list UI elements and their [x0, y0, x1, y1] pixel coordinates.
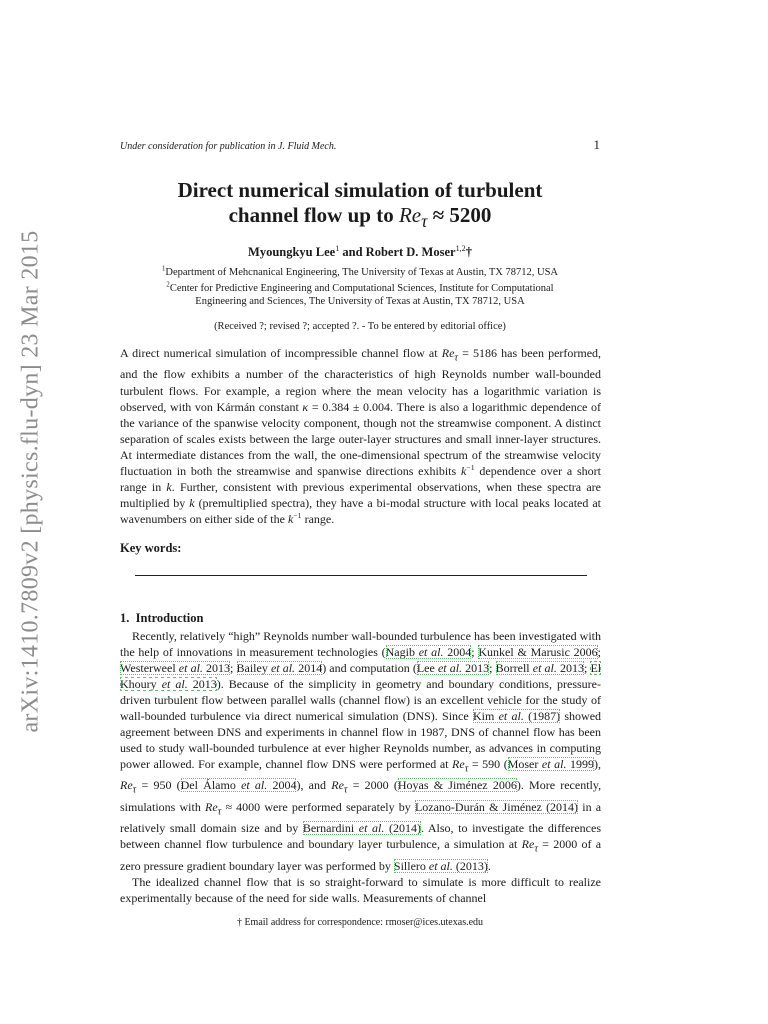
section-heading	[120, 611, 203, 626]
title-line-1: Direct numerical simulation of turbulent	[177, 178, 543, 202]
citation-bailey[interactable]: Bailey et al. 2014	[236, 661, 323, 675]
paper-title	[120, 178, 600, 234]
citation-borrell[interactable]: Borrell et al. 2013	[495, 661, 584, 675]
intro-paragraph-1: Recently, relatively “high” Reynolds number wall-bounded turbulence has been investigated with the help of innovations in measurement technologies (Nagib et al. 2004; Kunkel & Marusic 2006; Westerweel et al. 2013; Bailey et al. 2014) and computation (Lee et al. 2013; Borrell et al. 2013; El Khoury et al. 2013). Because of the simplicity in geometry and boundary conditions, pressure-driven turbulent flow between parallel walls (channel flow) is an excellent vehicle for the study of wall-bounded turbulence via direct numerical simulation (DNS). Since Kim et al. (1987) showed agreement between DNS and experiments in channel flow in 1987, DNS of channel flow has been used to study wall-bounded turbulence at ever higher Reynolds number, as advances in computing power allowed. For example, channel flow DNS were performed at $Re_\tau = 590$ (Moser et al. 1999), $Re_\tau = 950$ (Del Álamo et al. 2004), and $Re_\tau = 2000$ (Hoyas & Jiménez 2006). More recently, simulations with $Re_\tau \approx 4000$ were performed separately by Lozano-Durán & Jiménez (2014) in a relatively small domain size and by Bernardini et al. (2014). Also, to investigate the differences between channel flow turbulence and boundary layer turbulence, a simulation at $Re_\tau = 2000$ of a zero pressure gradient boundary layer was performed by Sillero et al. (2013).	[120, 629, 602, 873]
received-dates: (Received ?; revised ?; accepted ?. - To be entered by editorial office)	[214, 321, 506, 332]
citation-kim[interactable]: Kim et al. (1987)	[472, 709, 561, 723]
author-1: Myoungkyu Lee	[248, 245, 336, 259]
section-number: 1.	[120, 611, 130, 625]
citation-hoyas[interactable]: Hoyas & Jiménez 2006	[397, 778, 517, 793]
section-divider	[135, 575, 587, 576]
abstract: A direct numerical simulation of incompressible channel flow at $Re_\tau = 5186$ has been performed, and the flow exhibits a number of the characteristics of high Reynolds number wall-bounded turbulent flows. For example, a region where the mean velocity has a logarithmic variation is observed, with von Kármán constant κ = 0.384 ± 0.004. There is also a logarithmic dependence of the variance of the spanwise velocity component, though not the streamwise component. A distinct separation of scales exists between the large outer-layer structures and small inner-layer structures. At intermediate distances from the wall, the one-dimensional spectrum of the streamwise velocity fluctuation in both the streamwise and spanwise directions exhibits $k^{-1}$ dependence over a short range in k. Further, consistent with previous experimental observations, when these spectra are multiplied by k (premultiplied spectra), they have a bi-modal structure with local peaks located at wavenumbers on either side of the $k^{-1}$ range.	[120, 346, 602, 527]
citation-kunkel[interactable]: Kunkel & Marusic 2006	[478, 645, 598, 659]
correspondence-footnote: † Email address for correspondence: rmoser@ices.utexas.edu	[236, 917, 484, 928]
arxiv-id-text: arXiv:1410.7809v2 [physics.flu-dyn] 23 Mar 2015	[17, 230, 44, 733]
author-list: Myoungkyu Lee$^1$ and Robert D. Moser$^{1,2}$†	[248, 243, 472, 259]
author-conjunction: and	[342, 245, 363, 259]
journal-note: Under consideration for publication in J. Fluid Mech.	[120, 141, 337, 152]
dagger-mark: †	[465, 245, 472, 259]
citation-lee[interactable]: Lee et al. 2013	[416, 661, 490, 675]
running-header	[120, 137, 600, 153]
affiliation-1: $^1$Department of Mehcnanical Engineering, The University of Texas at Austin, TX 78712, USA	[161, 265, 559, 278]
citation-del-alamo[interactable]: Del Álamo et al. 2004	[180, 778, 297, 793]
citation-moser[interactable]: Moser et al. 1999	[507, 757, 594, 771]
introduction-body	[120, 628, 601, 906]
affiliation-2: $^2$Center for Predictive Engineering and Computational Sciences, Institute for Computational Engineering and Sciences, The University of Texas at Austin, TX 78712, USA	[166, 281, 554, 307]
intro-paragraph-2: The idealized channel flow that is so straight-forward to simulate is more difficult to realize experimentally because of the need for side walls. Measurements of channel	[120, 874, 601, 905]
citation-westerweel[interactable]: Westerweel et al. 2013	[120, 661, 231, 675]
arxiv-identifier	[14, 214, 48, 749]
author-2: Robert D. Moser	[365, 245, 456, 259]
section-title: Introduction	[135, 611, 204, 625]
keywords-label: Key words:	[120, 541, 182, 555]
title-re-symbol: $Re_\tau$	[398, 203, 428, 232]
citation-lozano-duran[interactable]: Lozano-Durán & Jiménez (2014)	[414, 799, 579, 814]
title-re-value: ≈ 5200	[432, 203, 492, 227]
citation-nagib[interactable]: Nagib et al. 2004	[385, 645, 472, 659]
citation-bernardini[interactable]: Bernardini et al. (2014)	[302, 821, 421, 836]
citation-el-khoury[interactable]: El Khoury et al. 2013	[120, 661, 602, 691]
title-line-2-prefix: channel flow up to	[228, 203, 394, 227]
citation-sillero[interactable]: Sillero et al. (2013)	[393, 858, 488, 873]
page-number: 1	[593, 137, 600, 152]
